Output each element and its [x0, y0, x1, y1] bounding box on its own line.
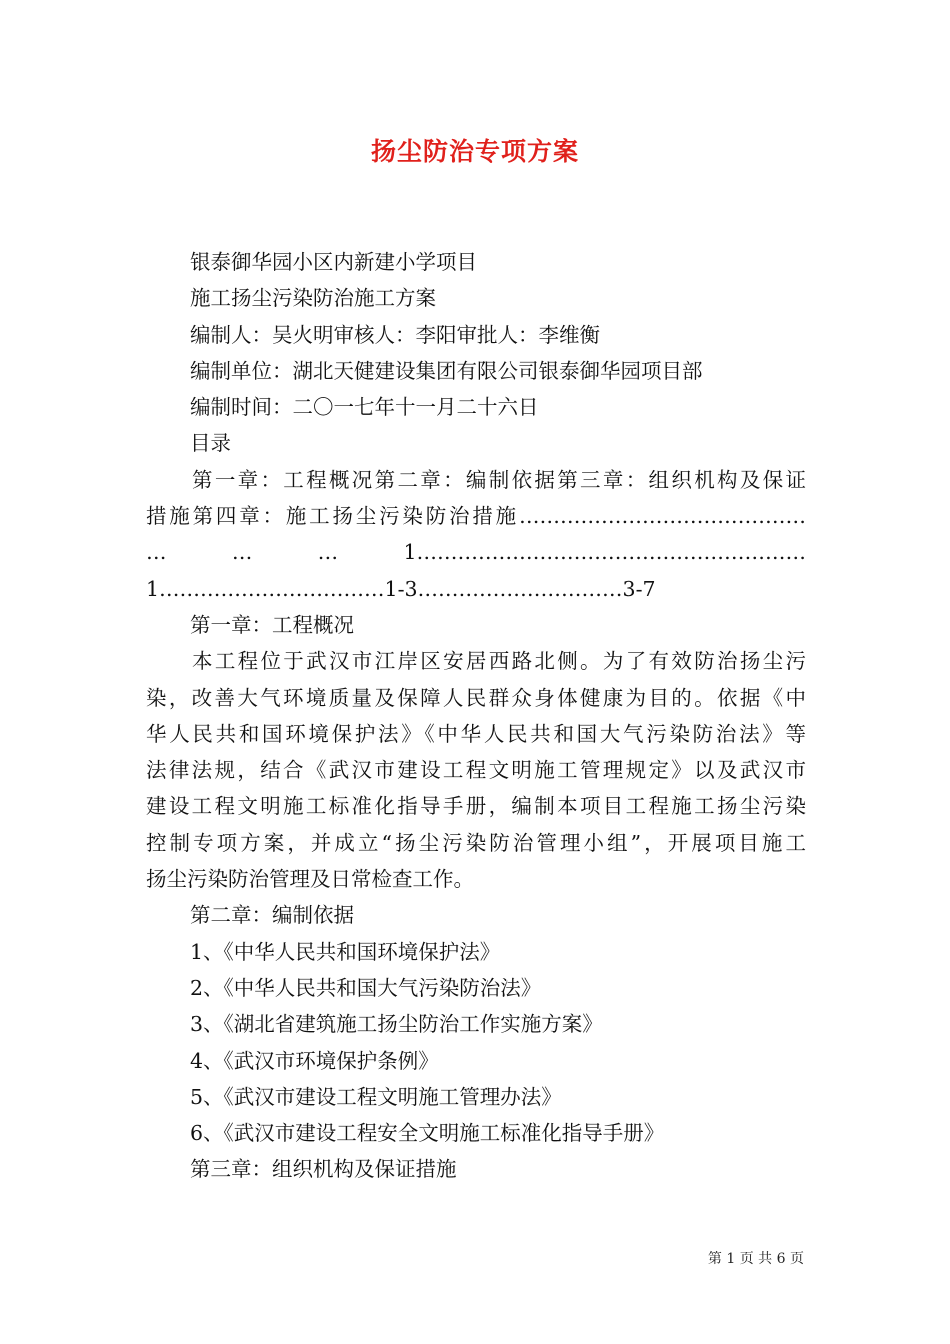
- unit-line: 编制单位：湖北天健建设集团有限公司银泰御华园项目部: [190, 358, 703, 383]
- document-title: 扬尘防治专项方案: [370, 137, 579, 166]
- toc-line-1: 第一章：工程概况第二章：编制依据第三章：组织机构及保证: [192, 467, 806, 492]
- toc-label: 目录: [190, 431, 231, 456]
- staff-line: 编制人：吴火明审核人：李阳审批人：李维衡: [190, 322, 600, 347]
- reference-item: 1、《中华人民共和国环境保护法》: [190, 939, 501, 964]
- paragraph-line: 法律法规，结合《武汉市建设工程文明施工管理规定》以及武汉市: [146, 758, 806, 783]
- plan-name: 施工扬尘污染防治施工方案: [190, 286, 436, 311]
- reference-item: 5、《武汉市建设工程文明施工管理办法》: [190, 1084, 562, 1109]
- toc-line-3: [146, 534, 806, 570]
- paragraph-line: 扬尘污染防治管理及日常检查工作。: [146, 867, 474, 892]
- reference-item: 3、《湖北省建筑施工扬尘防治工作实施方案》: [190, 1012, 603, 1037]
- paragraph-line: 建设工程文明施工标准化指导手册，编制本项目工程施工扬尘污染: [146, 794, 806, 819]
- toc-dots: …: [146, 540, 167, 565]
- paragraph-line: 染，改善大气环境质量及保障人民群众身体健康为目的。依据《中: [146, 685, 806, 710]
- date-line: 编制时间：二〇一七年十一月二十六日: [190, 395, 539, 420]
- chapter2-heading: 第二章：编制依据: [190, 903, 354, 928]
- reference-item: 2、《中华人民共和国大气污染防治法》: [190, 975, 542, 1000]
- toc-line-2: 措施第四章：施工扬尘污染防治措施……………………………………: [146, 504, 806, 529]
- reference-item: 6、《武汉市建设工程安全文明施工标准化指导手册》: [190, 1121, 665, 1146]
- chapter1-heading: 第一章：工程概况: [190, 612, 354, 637]
- toc-dots: …: [317, 540, 339, 565]
- reference-item: 4、《武汉市环境保护条例》: [190, 1048, 439, 1073]
- paragraph-line: 本工程位于武汉市江岸区安居西路北侧。为了有效防治扬尘污: [192, 649, 806, 674]
- paragraph-line: 华人民共和国环境保护法》《中华人民共和国大气污染防治法》等: [146, 721, 806, 746]
- paragraph-line: 控制专项方案，并成立“扬尘污染防治管理小组”，开展项目施工: [146, 830, 806, 855]
- toc-dots: …: [231, 540, 253, 565]
- chapter3-heading: 第三章：组织机构及保证措施: [190, 1157, 457, 1182]
- toc-line-4: 1……………………………1-3…………………………3-7: [146, 576, 656, 601]
- project-name: 银泰御华园小区内新建小学项目: [190, 250, 477, 274]
- page-number: 第 1 页 共 6 页: [707, 1251, 804, 1267]
- document-body: [146, 244, 806, 1188]
- toc-dots: 1…………………………………………………: [403, 540, 806, 565]
